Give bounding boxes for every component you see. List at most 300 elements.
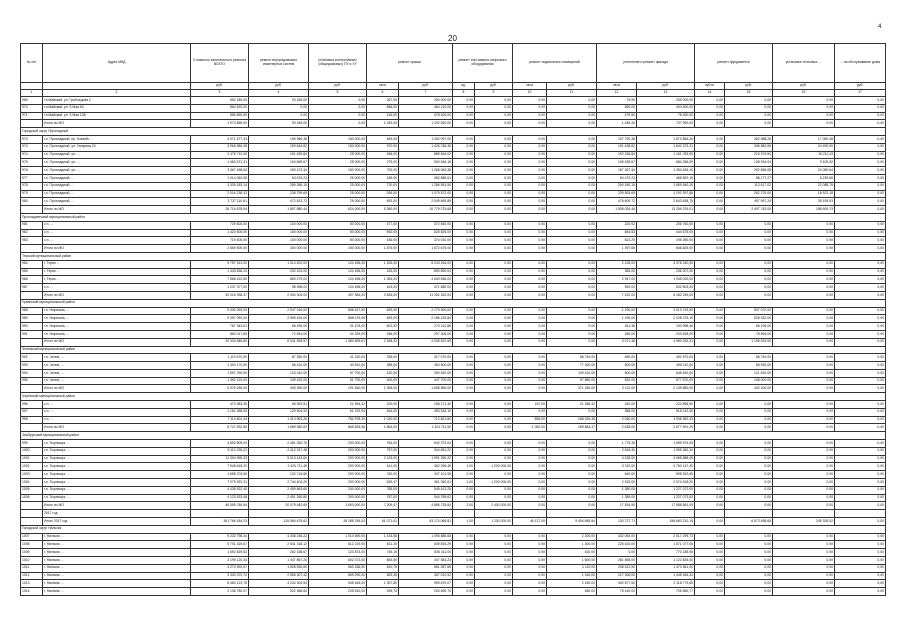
table-row xyxy=(21,369,886,377)
value-cell: 20 079 482,69 xyxy=(249,502,309,510)
value-cell: 208 512,50 xyxy=(597,564,637,572)
address-cell: г. Терек ... xyxy=(43,268,191,276)
value-cell: 0,00 xyxy=(835,572,886,580)
value-cell: 829,00 xyxy=(367,315,399,323)
address-cell: г.п.Майский, ул. 9 Мая 138 xyxy=(43,112,191,120)
value-cell: 0,00 xyxy=(725,97,773,105)
value-cell: 372 840,00 xyxy=(399,221,453,229)
value-cell: 500,00 xyxy=(597,362,637,370)
row-number: 1001 xyxy=(21,455,43,463)
row-number: 1010 xyxy=(21,557,43,565)
address-cell: г. Нальчик ... xyxy=(43,564,191,572)
value-cell: 865 825,56 xyxy=(309,424,367,432)
value-cell: 0,00 xyxy=(773,440,835,448)
total-row xyxy=(21,291,886,299)
value-cell: 0,00 xyxy=(695,533,725,541)
value-cell: 7 568 422,50 xyxy=(191,276,249,284)
value-cell: 4 980 032,31 xyxy=(637,338,695,346)
value-cell: 98 398,00 xyxy=(249,284,309,292)
value-cell: 0,00 xyxy=(835,182,886,190)
row-number: 1011 xyxy=(21,564,43,572)
value-cell: 0,00 xyxy=(513,362,547,370)
value-cell: 0,00 xyxy=(475,580,513,588)
value-cell: 17 534,90 xyxy=(597,502,637,510)
value-cell: 0,00 xyxy=(695,541,725,549)
col-number: 11 xyxy=(547,90,597,97)
value-cell: 0,00 xyxy=(695,151,725,159)
address-cell: г.п. Тырныауз, ... xyxy=(43,479,191,487)
value-cell: 51 700,00 xyxy=(309,377,367,385)
table-row xyxy=(21,182,886,190)
value-cell: 478 400,00 xyxy=(399,112,453,120)
value-cell: 0,00 xyxy=(725,112,773,120)
value-cell: 518 142,06 xyxy=(637,408,695,416)
value-cell: 1 600,00 xyxy=(547,557,597,565)
value-cell: 17 588 581,09 xyxy=(637,502,695,510)
value-cell: 0,00 xyxy=(773,572,835,580)
value-cell: 1 452 097,00 xyxy=(399,135,453,143)
value-cell: 8 460 123,78 xyxy=(191,580,249,588)
value-cell: 0,00 xyxy=(453,533,475,541)
section-row xyxy=(21,346,886,354)
value-cell: 0,00 xyxy=(475,221,513,229)
address-cell: г.о. Прохладный, ул. ... xyxy=(43,151,191,159)
value-cell: 0,00 xyxy=(513,174,547,182)
value-cell: 0,00 xyxy=(547,276,597,284)
table-row xyxy=(21,401,886,409)
value-cell: 0,00 xyxy=(773,120,835,128)
value-cell: 1,00 xyxy=(453,463,475,471)
value-cell: 0,00 xyxy=(475,206,513,214)
value-cell: 385,00 xyxy=(367,362,399,370)
value-cell: 93 345,00 xyxy=(249,97,309,105)
value-cell: 26 716 878,94 xyxy=(191,206,249,214)
value-cell: 0,00 xyxy=(835,541,886,549)
value-cell: 5 376 250,00 xyxy=(191,385,249,393)
value-cell: 203 495,00 xyxy=(637,330,695,338)
col-header: утепление и ремонт фасада xyxy=(597,44,695,83)
value-cell: 0,00 xyxy=(695,377,725,385)
value-cell: 0,00 xyxy=(513,479,547,487)
value-cell: 0,00 xyxy=(835,455,886,463)
value-cell: 4 935 522,69 xyxy=(399,338,453,346)
value-cell: 563 336,00 xyxy=(309,564,367,572)
value-cell: 0,00 xyxy=(453,416,475,424)
unit-label: руб. xyxy=(475,83,513,90)
value-cell: 787,00 xyxy=(367,447,399,455)
table-row xyxy=(21,167,886,175)
value-cell: 0,00 xyxy=(475,588,513,596)
value-cell: 0,00 xyxy=(453,167,475,175)
table-row xyxy=(21,408,886,416)
address-cell: г.о. Прохладный, ... xyxy=(43,198,191,206)
value-cell: 2 129,00 xyxy=(367,455,399,463)
value-cell: 130 727,71 xyxy=(597,518,637,526)
value-cell: 150 000,00 xyxy=(309,143,367,151)
value-cell: 0,00 xyxy=(249,104,309,112)
value-cell: 272 110,86 xyxy=(399,323,453,331)
value-cell: 0,00 xyxy=(725,229,773,237)
address-cell: Итого по МО xyxy=(43,338,191,346)
row-number xyxy=(21,206,43,214)
value-cell: 50 000,00 xyxy=(309,237,367,245)
value-cell: 0,00 xyxy=(695,564,725,572)
value-cell: 0,00 xyxy=(547,198,597,206)
value-cell: 0,00 xyxy=(725,237,773,245)
value-cell: 5 380,00 xyxy=(367,206,399,214)
row-number: 1003 xyxy=(21,471,43,479)
value-cell: 0,00 xyxy=(453,97,475,105)
value-cell: 0,00 xyxy=(547,104,597,112)
value-cell: 436,00 xyxy=(367,237,399,245)
value-cell: 0,00 xyxy=(475,549,513,557)
value-cell: 0,00 xyxy=(835,120,886,128)
col-header: ремонт подвальных помещений xyxy=(513,44,597,83)
value-cell: 0,00 xyxy=(773,408,835,416)
value-cell: 624 000,00 xyxy=(309,206,367,214)
value-cell: 200 000,00 xyxy=(309,447,367,455)
value-cell: 0,00 xyxy=(773,385,835,393)
value-cell: 353 600,00 xyxy=(399,362,453,370)
value-cell: 0,00 xyxy=(547,463,597,471)
value-cell: 123 874,00 xyxy=(309,549,367,557)
value-cell: 0,00 xyxy=(453,245,475,253)
value-cell: 0,00 xyxy=(475,494,513,502)
value-cell: 0,00 xyxy=(475,120,513,128)
table-row xyxy=(21,494,886,502)
value-cell: 2 412 247,48 xyxy=(249,447,309,455)
value-cell: 0,00 xyxy=(453,338,475,346)
value-cell: 784,00 xyxy=(367,440,399,448)
total-row xyxy=(21,424,886,432)
address-cell: г.п. Тырныауз, ... xyxy=(43,447,191,455)
address-cell: г. Нальчик ... xyxy=(43,533,191,541)
value-cell: 0,00 xyxy=(513,190,547,198)
value-cell: 542 373,04 xyxy=(399,440,453,448)
value-cell: 21 594,32 xyxy=(309,401,367,409)
table-row xyxy=(21,284,886,292)
value-cell: 0,00 xyxy=(835,198,886,206)
value-cell: 0,00 xyxy=(695,112,725,120)
address-cell: г. Терек ... xyxy=(43,260,191,268)
value-cell: 0,00 xyxy=(725,268,773,276)
col-header: Стоимость капитального ремонта ВСЕГО xyxy=(191,44,249,83)
value-cell: 0,00 xyxy=(725,120,773,128)
value-cell: 1 227 073,00 xyxy=(637,494,695,502)
value-cell: 0,00 xyxy=(475,135,513,143)
value-cell: 1,00 xyxy=(453,518,475,526)
value-cell: 1 380,00 xyxy=(597,486,637,494)
value-cell: 0,00 xyxy=(773,502,835,510)
value-cell: 2 432,00 xyxy=(597,479,637,487)
value-cell: 63 676,23 xyxy=(249,174,309,182)
value-cell: 28 288 765,53 xyxy=(309,518,367,526)
value-cell: 0,00 xyxy=(475,557,513,565)
section-title: Прохладненский муниципальный район xyxy=(21,213,886,221)
value-cell: 0,00 xyxy=(453,221,475,229)
value-cell: 2 617 299,73 xyxy=(637,533,695,541)
value-cell: 21 358,32 xyxy=(547,401,597,409)
value-cell: 2 955 434,00 xyxy=(249,315,309,323)
row-number: 992 xyxy=(21,354,43,362)
value-cell: 24 490,90 xyxy=(773,143,835,151)
value-cell: 0,00 xyxy=(453,151,475,159)
value-cell: 885 544,02 xyxy=(399,151,453,159)
row-number: 988 xyxy=(21,307,43,315)
value-cell: 86 410,00 xyxy=(249,362,309,370)
table-row xyxy=(21,455,886,463)
value-cell: 87 250,00 xyxy=(249,354,309,362)
value-cell: 480,00 xyxy=(597,354,637,362)
value-cell: 2 150,00 xyxy=(547,580,597,588)
value-cell: 0,00 xyxy=(453,206,475,214)
value-cell: 204 690,70 xyxy=(399,588,453,596)
value-cell: 97 880,00 xyxy=(547,377,597,385)
row-number: 991 xyxy=(21,330,43,338)
value-cell: 895,00 xyxy=(513,416,547,424)
unit-label: руб. xyxy=(249,83,309,90)
value-cell: 2 186 215,84 xyxy=(399,315,453,323)
value-cell: 259 000,00 xyxy=(637,97,695,105)
value-cell: 782 978,30 xyxy=(309,416,367,424)
row-number: 986 xyxy=(21,276,43,284)
value-cell: 0,00 xyxy=(475,416,513,424)
value-cell: 190 644,82 xyxy=(249,143,309,151)
value-cell: 0,00 xyxy=(695,354,725,362)
value-cell: 1 434,58 xyxy=(367,533,399,541)
table-row xyxy=(21,276,886,284)
value-cell: 1 110,00 xyxy=(547,564,597,572)
value-cell: 0,00 xyxy=(773,463,835,471)
unit-label: руб. xyxy=(835,83,886,90)
value-cell: 860 017,80 xyxy=(191,330,249,338)
address-cell: г.о. Прохладный, ул. Гагарина 24 xyxy=(43,143,191,151)
value-cell: 0,00 xyxy=(453,494,475,502)
value-cell: 0,00 xyxy=(725,572,773,580)
value-cell: 1 389,00 xyxy=(597,494,637,502)
value-cell: 0,00 xyxy=(513,541,547,549)
value-cell: 821,30 xyxy=(367,541,399,549)
value-cell: 289 286,15 xyxy=(249,182,309,190)
value-cell: 1 897 880,44 xyxy=(249,206,309,214)
value-cell: 1 659 540,30 xyxy=(637,182,695,190)
value-cell: 352 988,26 xyxy=(725,135,773,143)
value-cell: 31 478,00 xyxy=(309,323,367,331)
value-cell: 561 087,65 xyxy=(399,564,453,572)
row-number: 994 xyxy=(21,369,43,377)
value-cell: 0,00 xyxy=(453,284,475,292)
value-cell: 0,00 xyxy=(725,276,773,284)
value-cell: 0,00 xyxy=(725,284,773,292)
table-row xyxy=(21,463,886,471)
value-cell: 0,00 xyxy=(475,143,513,151)
value-cell: 0,00 xyxy=(695,416,725,424)
value-cell: 1 955 362,34 xyxy=(637,447,695,455)
value-cell: 639,47 xyxy=(367,479,399,487)
value-cell: 25 000,00 xyxy=(309,174,367,182)
value-cell: 25 000,00 xyxy=(309,151,367,159)
value-cell: 0,00 xyxy=(695,198,725,206)
value-cell: 1 265 062,38 xyxy=(399,167,453,175)
total-row xyxy=(21,385,886,393)
value-cell: 2 541 318,12 xyxy=(249,541,309,549)
value-cell: 205 510,00 xyxy=(309,588,367,596)
value-cell: 1 842 373,31 xyxy=(637,143,695,151)
row-number: 1006 xyxy=(21,494,43,502)
value-cell: 720,00 xyxy=(367,182,399,190)
address-cell: г.п. Тырныауз, ... xyxy=(43,494,191,502)
row-number: 982 xyxy=(21,229,43,237)
unit-label: руб. xyxy=(191,83,249,90)
value-cell: 810,75 xyxy=(367,564,399,572)
row-number: 970 xyxy=(21,104,43,112)
value-cell: 1 936 952,33 xyxy=(637,416,695,424)
value-cell: 712 821,80 xyxy=(399,416,453,424)
value-cell: 0,00 xyxy=(513,323,547,331)
value-cell: 0,00 xyxy=(835,190,886,198)
value-cell: 0,00 xyxy=(835,229,886,237)
value-cell: 0,00 xyxy=(773,447,835,455)
value-cell: 0,00 xyxy=(695,408,725,416)
value-cell: 1 775,30 xyxy=(597,440,637,448)
value-cell: 577 570,00 xyxy=(637,377,695,385)
value-cell: 15 211,43 xyxy=(773,151,835,159)
value-cell: 0,00 xyxy=(453,447,475,455)
value-cell: 7 114 801,44 xyxy=(191,416,249,424)
value-cell: 0,00 xyxy=(695,159,725,167)
value-cell: 0,00 xyxy=(475,315,513,323)
address-cell: 2017 год xyxy=(43,510,191,518)
value-cell: 0,00 xyxy=(547,494,597,502)
value-cell: 0,00 xyxy=(695,97,725,105)
value-cell: 6 041 593,97 xyxy=(249,338,309,346)
value-cell: 492 570,00 xyxy=(637,354,695,362)
value-cell: 0,00 xyxy=(453,401,475,409)
value-cell: 347 583,23 xyxy=(399,557,453,565)
value-cell: 0,00 xyxy=(835,245,886,253)
value-cell: 197 790,38 xyxy=(597,135,637,143)
value-cell: 1 692 829,82 xyxy=(191,549,249,557)
value-cell: 0,00 xyxy=(453,182,475,190)
value-cell: 477,00 xyxy=(367,221,399,229)
value-cell: 0,00 xyxy=(547,245,597,253)
value-cell: 156 663 210,15 xyxy=(637,518,695,526)
value-cell: 0,00 xyxy=(453,541,475,549)
value-cell: 1 571 077,06 xyxy=(637,541,695,549)
value-cell: 0,00 xyxy=(475,424,513,432)
value-cell: 200 000,00 xyxy=(309,463,367,471)
value-cell: 0,00 xyxy=(453,440,475,448)
value-cell: 0,00 xyxy=(695,143,725,151)
unit-label: ед. xyxy=(453,83,475,90)
row-number: 974 xyxy=(21,151,43,159)
value-cell xyxy=(835,510,886,518)
value-cell: 528 332,00 xyxy=(725,315,773,323)
value-cell: 362 886,61 xyxy=(399,174,453,182)
value-cell: 658 475,55 xyxy=(309,315,367,323)
value-cell xyxy=(475,510,513,518)
value-cell: 250 000,00 xyxy=(399,97,453,105)
value-cell: 0,00 xyxy=(695,260,725,268)
col-number: 12 xyxy=(597,90,637,97)
value-cell: 536 411,00 xyxy=(399,549,453,557)
value-cell xyxy=(399,510,453,518)
value-cell: 470 383,35 xyxy=(191,401,249,409)
value-cell: 1 052,00 xyxy=(513,424,547,432)
address-cell: г.п. Тырныауз, ... xyxy=(43,471,191,479)
value-cell: 0,00 xyxy=(513,440,547,448)
value-cell: 0,00 xyxy=(695,315,725,323)
value-cell: 0,00 xyxy=(475,159,513,167)
value-cell: 0,00 xyxy=(695,221,725,229)
value-cell: 0,00 xyxy=(513,549,547,557)
value-cell: 17 050,48 xyxy=(773,135,835,143)
value-cell: 640,00 xyxy=(597,471,637,479)
value-cell: 0,00 xyxy=(475,104,513,112)
value-cell: 220,92 xyxy=(597,221,637,229)
value-cell: 0,00 xyxy=(547,440,597,448)
value-cell: 22 088,75 xyxy=(773,182,835,190)
value-cell: 40 810,00 xyxy=(309,362,367,370)
section-title: Городской округ Нальчик xyxy=(21,525,886,533)
value-cell: 1 313 963,26 xyxy=(249,416,309,424)
value-cell: 1 161 783,50 xyxy=(637,151,695,159)
table-row xyxy=(21,447,886,455)
value-cell: 0,00 xyxy=(547,97,597,105)
value-cell: 864 620,00 xyxy=(191,104,249,112)
value-cell: 191 438,82 xyxy=(597,143,637,151)
value-cell: 1 526,00 xyxy=(367,260,399,268)
value-cell: 108 000,00 xyxy=(725,377,773,385)
value-cell: 0,00 xyxy=(453,112,475,120)
value-cell: 890 890,04 xyxy=(399,268,453,276)
value-cell: 75 140,00 xyxy=(597,588,637,596)
value-cell: 0,00 xyxy=(475,377,513,385)
value-cell: 0,00 xyxy=(475,237,513,245)
value-cell: 0,00 xyxy=(453,486,475,494)
value-cell: 0,00 xyxy=(835,369,886,377)
value-cell: 1,00 xyxy=(453,479,475,487)
value-cell: 0,00 xyxy=(773,97,835,105)
value-cell: 0,00 xyxy=(695,182,725,190)
value-cell: 0,00 xyxy=(547,174,597,182)
value-cell: 5 112 235,22 xyxy=(191,447,249,455)
col-header: установка коллективных (общедомовых) ПУ и УУ xyxy=(309,44,367,83)
address-cell: г. Нальчик ... xyxy=(43,580,191,588)
value-cell: 292 836,08 xyxy=(725,167,773,175)
value-cell: 0,00 xyxy=(835,424,886,432)
value-cell: 267,00 xyxy=(367,97,399,105)
value-cell xyxy=(309,510,367,518)
value-cell: 0,00 xyxy=(725,557,773,565)
value-cell: 0,00 xyxy=(513,167,547,175)
value-cell: 2 049 669,89 xyxy=(399,198,453,206)
address-cell: с.п. ... xyxy=(43,401,191,409)
value-cell: 3 742,00 xyxy=(597,463,637,471)
value-cell: 425,00 xyxy=(367,268,399,276)
value-cell: 66 495,00 xyxy=(249,323,309,331)
address-cell: Итого по МО xyxy=(43,206,191,214)
value-cell: 0,00 xyxy=(513,182,547,190)
table-row xyxy=(21,323,886,331)
value-cell: 0,00 xyxy=(773,541,835,549)
value-cell: 0,00 xyxy=(513,447,547,455)
value-cell: 1 875,00 xyxy=(367,245,399,253)
value-cell: 2 028 375,15 xyxy=(637,315,695,323)
value-cell: 0,00 xyxy=(773,237,835,245)
value-cell: 2 459 863,60 xyxy=(249,486,309,494)
value-cell: 729 600,00 xyxy=(191,221,249,229)
